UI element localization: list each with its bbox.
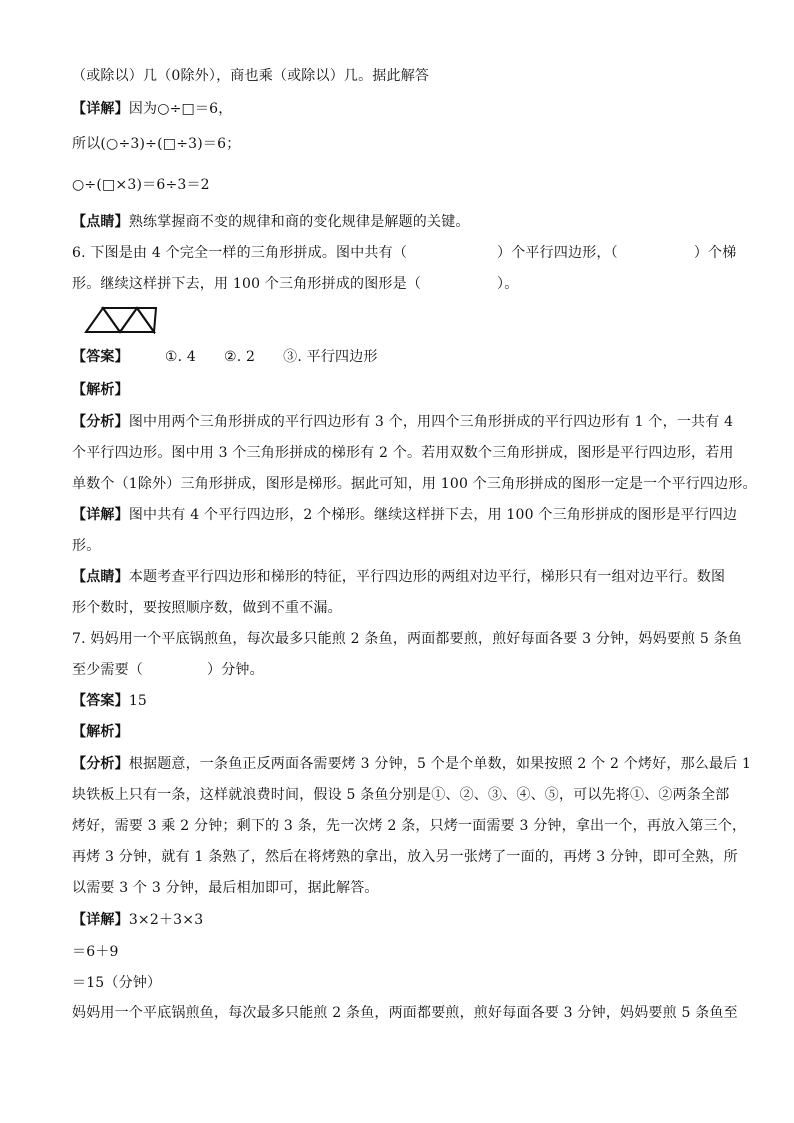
answer-2: ②. 2 [223, 349, 256, 365]
text: 图中共有 4 个平行四边形，2 个梯形。继续这样拼下去，用 100 个三角形拼成的图形是平行四边 [128, 507, 738, 523]
text: 形个数时，要按照顺序数，做到不重不漏。 [72, 600, 342, 616]
note-tag: 【点睛】 [72, 214, 129, 230]
text: ）。 [497, 276, 519, 292]
text: 6. 下图是由 4 个完全一样的三角形拼成。图中共有（ [72, 245, 408, 261]
equation: ＝15（分钟） [72, 975, 162, 991]
answer-line [72, 691, 724, 711]
note-line [72, 598, 724, 618]
detail-line [72, 910, 724, 930]
analysis-line [72, 412, 734, 432]
question-7-line-1 [72, 629, 743, 649]
text: 7. 妈妈用一个平底锅煎鱼，每次最多只能煎 2 条鱼，两面都要煎，煎好每面各要 3 分钟，妈妈要煎 5 条鱼 [72, 631, 743, 647]
text-line [72, 66, 724, 86]
text: 熟练掌握商不变的规律和商的变化规律是解题的关键。 [128, 214, 470, 230]
triangle-1 [86, 308, 120, 332]
analysis-tag: 【解析】 [72, 724, 129, 740]
question-6-line-2 [72, 274, 724, 294]
text: ）个平行四边形，（ [497, 245, 618, 261]
answer-line [72, 347, 724, 367]
analysis-sub-tag: 【分析】 [72, 756, 129, 772]
triangle-4 [137, 308, 156, 332]
note-line [72, 212, 724, 232]
equation-line [72, 942, 724, 962]
equation-line [72, 973, 724, 993]
detail-tag: 【详解】 [72, 507, 129, 523]
answer-value: 15 [128, 693, 148, 709]
detail-line [72, 99, 724, 119]
text: ）个梯 [693, 245, 737, 261]
analysis-line [72, 847, 738, 867]
analysis-line [72, 754, 752, 774]
text: （或除以）几（0除外），商也乘（或除以）几。据此解答 [72, 68, 430, 84]
text: 以需要 3 个 3 分钟，最后相加即可，据此解答。 [72, 880, 379, 896]
analysis-line [72, 474, 757, 494]
text-line [72, 1003, 738, 1023]
text: 因为○÷□＝6， [128, 101, 233, 117]
analysis-line [72, 443, 734, 463]
text: 烤好，需要 3 乘 2 分钟；剩下的 3 条，先一次烤 2 条，只烤一面需要 3 分钟，拿出一个，再放入第三个， [72, 818, 747, 834]
text-line [72, 175, 724, 195]
answer-tag: 【答案】 [72, 349, 129, 365]
text: ）分钟。 [207, 662, 264, 678]
analysis-sub-tag: 【分析】 [72, 414, 129, 430]
analysis-line [72, 878, 724, 898]
text: 形。继续这样拼下去，用 100 个三角形拼成的图形是（ [72, 276, 422, 292]
answer-1: ①. 4 [164, 349, 196, 365]
analysis-line [72, 816, 747, 836]
analysis-line [72, 785, 730, 805]
text: 单数个（1除外）三角形拼成，图形是梯形。据此可知，用 100 个三角形拼成的图形一定是一个平行四边形。 [72, 476, 757, 492]
text: 本题考查平行四边形和梯形的特征，平行四边形的两组对边平行，梯形只有一组对边平行。数图 [128, 569, 726, 585]
triangles-figure [84, 306, 158, 334]
answer-3: ③. 平行四边形 [283, 349, 378, 365]
detail-tag: 【详解】 [72, 912, 129, 928]
text: 个平行四边形。图中用 3 个三角形拼成的梯形有 2 个。若用双数个三角形拼成，图形是平行四边形，若用 [72, 445, 734, 461]
text: 所以(○÷3)÷(□÷3)＝6； [72, 136, 241, 152]
question-7-line-2 [72, 660, 724, 680]
text: 根据题意，一条鱼正反两面各需要烤 3 分钟，5 个是个单数，如果按照 2 个 2 个烤好，那么最后 1 [128, 756, 752, 772]
equation: ＝6＋9 [72, 944, 119, 960]
text: 妈妈用一个平底锅煎鱼，每次最多只能煎 2 条鱼，两面都要煎，煎好每面各要 3 分钟，妈妈要煎 5 条鱼至 [72, 1005, 738, 1021]
note-tag: 【点睛】 [72, 569, 129, 585]
question-6-line-1 [72, 243, 737, 263]
analysis-header [72, 380, 724, 400]
text: 再烤 3 分钟，就有 1 条熟了，然后在将烤熟的拿出，放入另一张烤了一面的，再烤 3 分钟，即可全熟，所 [72, 849, 738, 865]
equation: 3×2＋3×3 [128, 912, 204, 928]
text: ○÷(□×3)＝6÷3＝2 [72, 177, 210, 193]
answer-tag: 【答案】 [72, 693, 129, 709]
text: 至少需要（ [72, 662, 143, 678]
triangle-2 [103, 308, 137, 332]
detail-line [72, 505, 738, 525]
detail-tag: 【详解】 [72, 101, 129, 117]
triangle-3 [120, 308, 154, 332]
analysis-tag: 【解析】 [72, 382, 129, 398]
text-line [72, 134, 724, 154]
text: 图中用两个三角形拼成的平行四边形有 3 个，用四个三角形拼成的平行四边形有 1 个，一共有 4 [128, 414, 734, 430]
analysis-header [72, 722, 724, 742]
text: 形。 [72, 538, 101, 554]
text: 块铁板上只有一条，这样就浪费时间，假设 5 条鱼分别是①、②、③、④、⑤，可以先将①、②两条全部 [72, 787, 730, 803]
note-line [72, 567, 724, 587]
detail-line [72, 536, 724, 556]
